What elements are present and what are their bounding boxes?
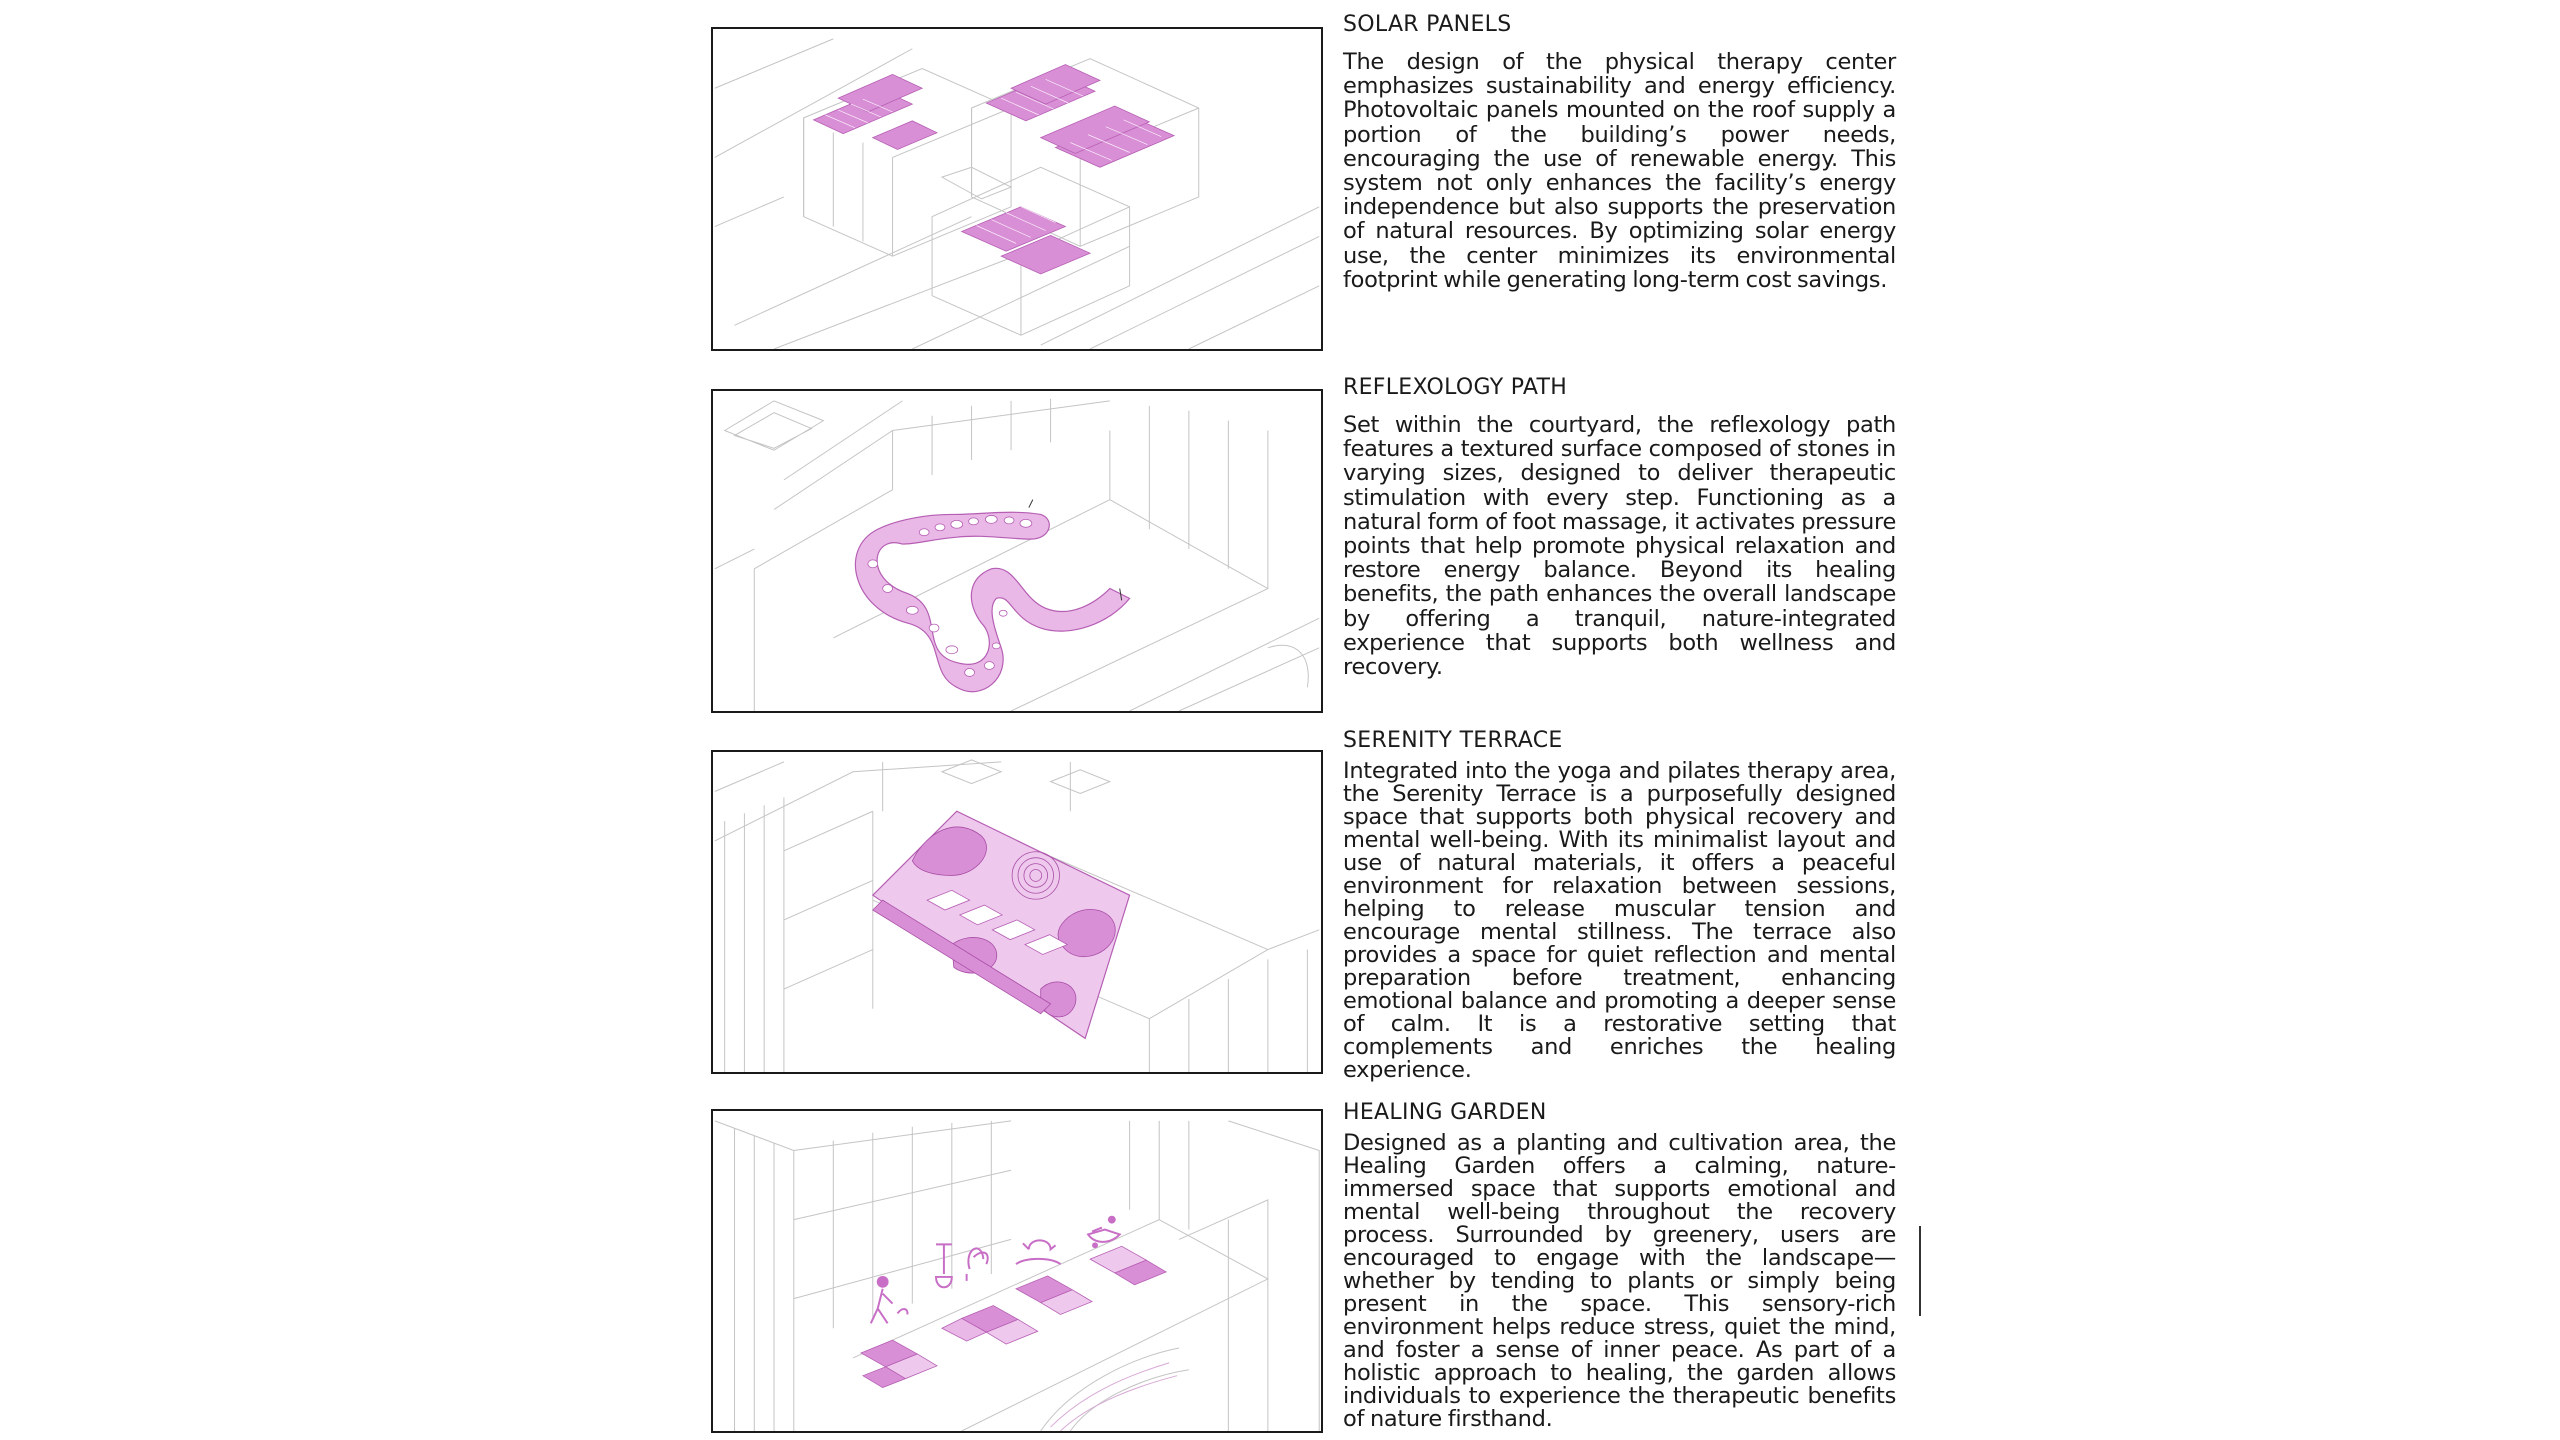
section-body: The design of the physical therapy center emphasizes sustainability and energy efficiency. Photovoltaic panels mounted on the roof supply a portion of the building’s power needs, encouraging the use of renewable energy. This system not only enhances the facility’s energy independence but also supports the preservation of natural resources. By optimizing solar energy use, the center minimizes its environmental footprint while generating long-term cost savings. [1343, 49, 1896, 293]
reflexology-path-illustration [711, 389, 1323, 713]
section-title: HEALING GARDEN [1343, 1100, 1547, 1125]
serenity-terrace-illustration [711, 750, 1323, 1074]
healing-garden-illustration [711, 1109, 1323, 1433]
healing-garden-text [1343, 1100, 1896, 1431]
solar-panels-illustration [711, 27, 1323, 351]
section-title: REFLEXOLOGY PATH [1343, 375, 1568, 400]
section-body: Set within the courtyard, the reflexology path features a textured surface composed of stones in varying sizes, designed to deliver therapeutic stimulation with every step. Functioning as a natural form of foot massage, it activates pressure points that help promote physical relaxation and restore energy balance. Beyond its healing benefits, the path enhances the overall landscape by offering a tranquil, nature-integrated experience that supports both wellness and recovery. [1343, 412, 1896, 681]
section-body: Integrated into the yoga and pilates therapy area, the Serenity Terrace is a purposefully designed space that supports both physical recovery and mental well-being. With its minimalist layout and use of natural materials, it offers a peaceful environment for relaxation between sessions, helping to release muscular tension and encourage mental stillness. The terrace also provides a space for quiet reflection and mental preparation before treatment, enhancing emotional balance and promoting a deeper sense of calm. It is a restorative setting that complements and enriches the healing experience. [1343, 758, 1896, 1083]
text-cursor-line [1919, 1226, 1921, 1316]
section-title: SERENITY TERRACE [1343, 728, 1563, 753]
section-title: SOLAR PANELS [1343, 12, 1512, 37]
reflexology-path-text [1343, 375, 1896, 679]
section-body: Designed as a planting and cultivation area, the Healing Garden offers a calming, nature-immersed space that supports emotional and mental well-being throughout the recovery process. Surrounded by greenery, users are encouraged to engage with the landscape—whether by tending to plants or simply being present in the space. This sensory-rich environment helps reduce stress, quiet the mind, and foster a sense of inner peace. As part of a holistic approach to healing, the garden allows individuals to experience the therapeutic benefits of nature firsthand. [1343, 1130, 1896, 1432]
solar-panels-text [1343, 12, 1896, 292]
serenity-terrace-text [1343, 728, 1896, 1082]
